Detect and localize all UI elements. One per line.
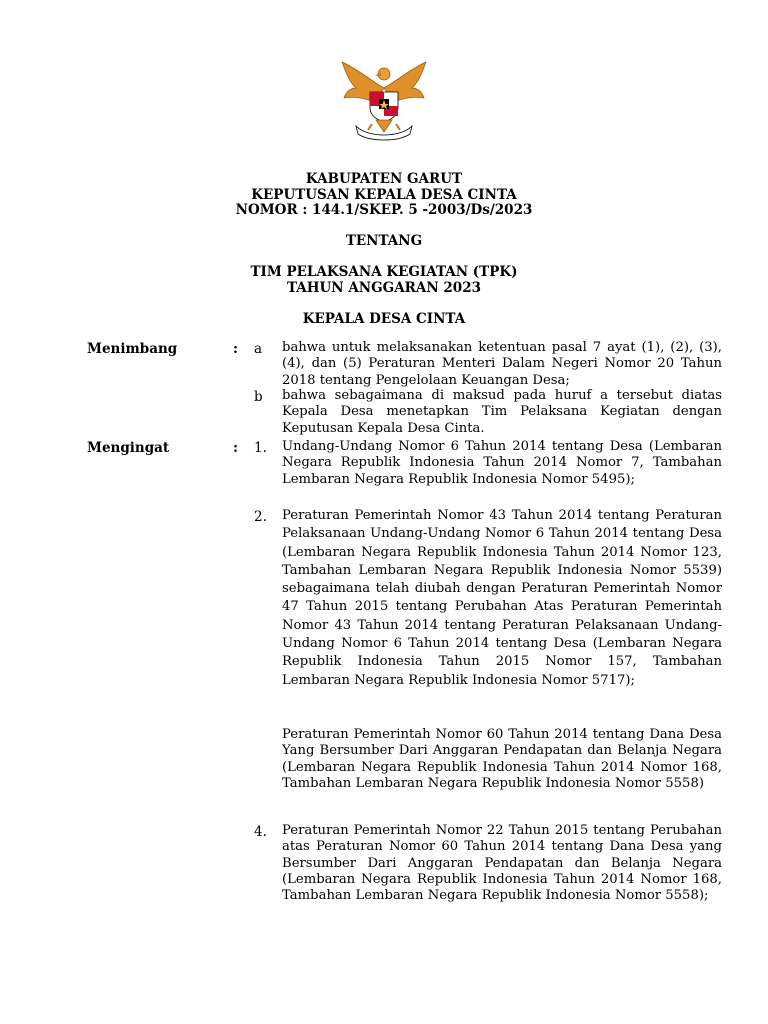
mengingat-marker-1: 1. xyxy=(254,440,267,456)
menimbang-label: Menimbang xyxy=(87,341,178,357)
mengingat-item-3: Peraturan Pemerintah Nomor 60 Tahun 2014 tentang Dana Desa Yang Bersumber Dari Anggaran Pendapatan dan Belanja Negara (Lembaran Negara Republik Indonesia Tahun 2014 Nomor 168, Tambahan Lembaran Negara Republik Indonesia Nomor 5558) xyxy=(282,727,722,791)
mengingat-item-2: Peraturan Pemerintah Nomor 43 Tahun 2014 tentang Peraturan Pelaksanaan Undang-Undang Nomor 6 Tahun 2014 tentang Desa (Lembaran Negara Republik Indonesia Tahun 2014 Nomor 123, Tambahan Lembaran Negara Republik Indonesia Nomor 5539) sebagaimana telah diubah dengan Peraturan Pemerintah Nomor 47 Tahun 2015 tentang Perubahan Atas Peraturan Pemerintah Nomor 43 Tahun 2014 tentang Peraturan Pelaksanaan Undang-Undang Nomor 6 Tahun 2014 tentang Desa (Lembaran Negara Republik Indonesia Tahun 2015 Nomor 157, Tambahan Lembaran Negara Republik Indonesia Nomor 5717); xyxy=(282,508,722,688)
garuda-emblem xyxy=(334,58,434,144)
tentang-heading: TENTANG xyxy=(345,233,423,249)
mengingat-item-4: Peraturan Pemerintah Nomor 22 Tahun 2015 tentang Perubahan atas Peraturan Nomor 60 Tahun 2014 tentang Dana Desa yang Bersumber Dari Anggaran Pendapatan dan Belanja Negara (Lembaran Negara Republik Indonesia Tahun 2014 Nomor 168, Tambahan Lembaran Negara Republik Indonesia Nomor 5558); xyxy=(282,823,722,904)
mengingat-marker-2: 2. xyxy=(254,509,267,525)
mengingat-marker-4: 4. xyxy=(254,824,267,840)
menimbang-marker-a: a xyxy=(254,341,263,357)
mengingat-item-1: Undang-Undang Nomor 6 Tahun 2014 tentang Desa (Lembaran Negara Republik Indonesia Tahun 2014 Nomor 7, Tambahan Lembaran Negara Republik Indonesia Nomor 5495); xyxy=(282,439,722,487)
menimbang-colon: : xyxy=(233,341,238,357)
regency-name: KABUPATEN GARUT xyxy=(305,171,463,187)
menimbang-item-a: bahwa untuk melaksanakan ketentuan pasal 7 ayat (1), (2), (3), (4), dan (5) Peraturan Menteri Dalam Negeri Nomor 20 Tahun 2018 tentang Pengelolaan Keuangan Desa; xyxy=(282,340,722,388)
decree-number: NOMOR : 144.1/SKEP. 5 -2003/Ds/2023 xyxy=(235,202,533,218)
mengingat-label: Mengingat xyxy=(87,440,170,456)
menimbang-marker-b: b xyxy=(254,389,263,405)
subject-line-2: TAHUN ANGGARAN 2023 xyxy=(286,280,481,296)
menimbang-item-b: bahwa sebagaimana di maksud pada huruf a tersebut diatas Kepala Desa menetapkan Tim Pelaksana Kegiatan dengan Keputusan Kepala Desa Cinta. xyxy=(282,388,722,436)
decree-title: KEPUTUSAN KEPALA DESA CINTA xyxy=(251,187,517,203)
subject-line-1: TIM PELAKSANA KEGIATAN (TPK) xyxy=(250,264,518,280)
mengingat-colon: : xyxy=(233,440,238,456)
issuing-authority: KEPALA DESA CINTA xyxy=(302,311,466,327)
